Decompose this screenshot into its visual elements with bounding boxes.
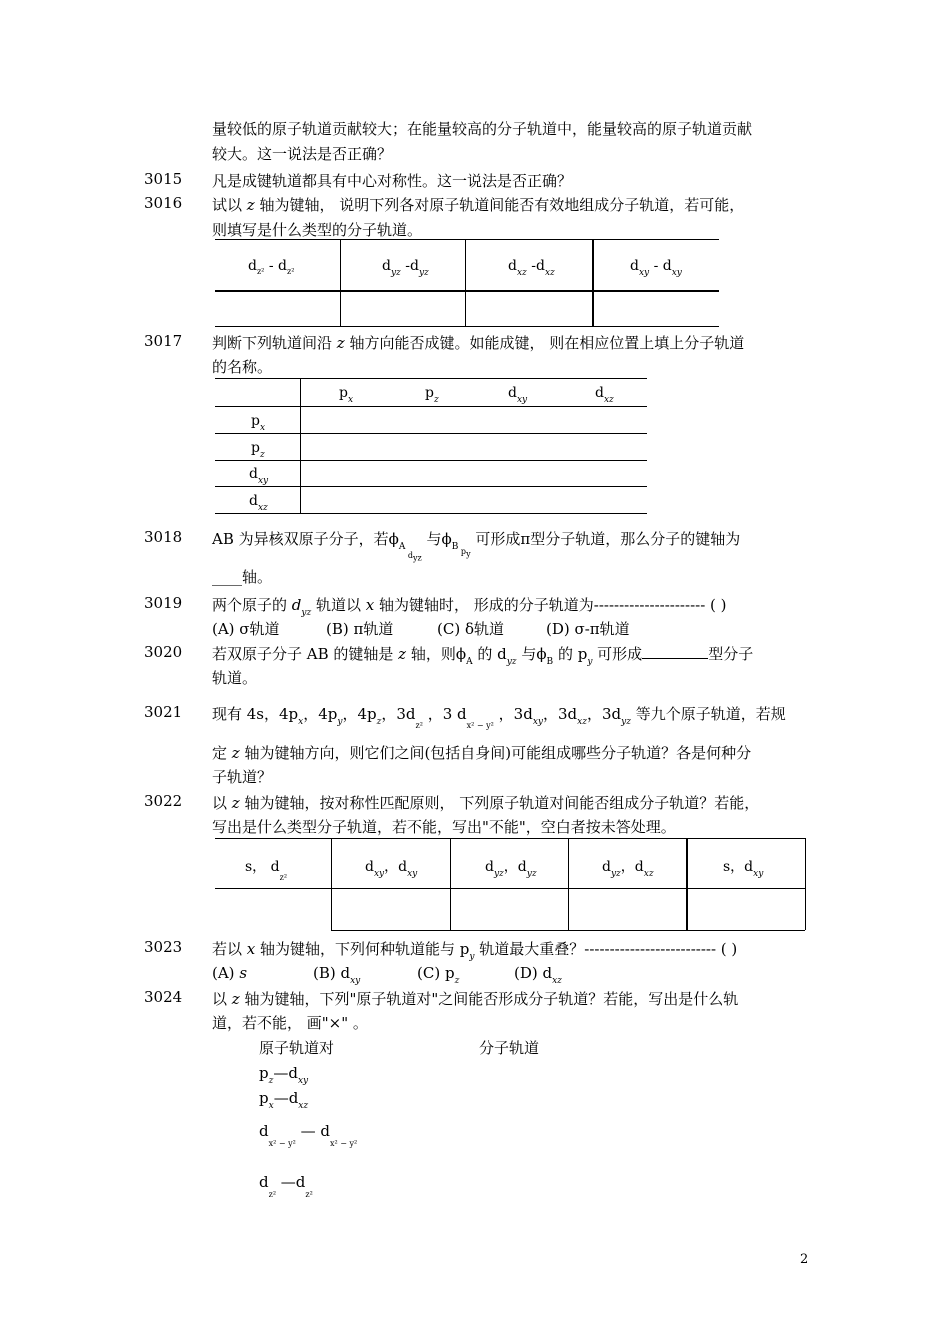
table-header: $d_{xy}$，$d_{xy}$ bbox=[365, 859, 418, 879]
option-d: (D) $d_{xz}$ bbox=[514, 964, 562, 986]
orbital-pair: $d_{x^2 - y^2}$ — $d_{x^2 - y^2}$ bbox=[259, 1122, 358, 1148]
intro-line1: 量较低的原子轨道贡献较大；在能量较高的分子轨道中，能量较高的原子轨道贡献 bbox=[212, 120, 753, 138]
question-number: 3016 bbox=[144, 194, 183, 212]
question-text: 若以 x 轴为键轴，下列何种轨道能与 $p_y$ 轨道最大重叠？-------------------------- ( ) bbox=[212, 940, 738, 962]
question-number: 3017 bbox=[144, 332, 183, 350]
orbital-pair: $p_x—d_{xz}$ bbox=[259, 1089, 309, 1111]
table-header: $d_{xz}$ $-d_{xz}$ bbox=[508, 258, 555, 278]
table-header: $d_{yz}$ $-d_{yz}$ bbox=[382, 258, 429, 278]
question-text: 定 z 轴为键轴方向，则它们之间(包括自身间)可能组成哪些分子轨道？各是何种分 bbox=[212, 744, 752, 762]
intro-line2: 较大。这一说法是否正确？ bbox=[212, 145, 393, 163]
question-text: 现有 4s，$4p_x$，$4p_y$，$4p_z$，$3d_{z^2}$ ，3 $d_{x^2 - y^2}$ ，$3d_{xy}$，$3d_{xz}$，$3d_{yz}$ 等九个原子轨道，若规 bbox=[212, 705, 786, 730]
row-header: $p_x$ bbox=[251, 413, 266, 433]
question-text: 则填写是什么类型的分子轨道。 bbox=[212, 221, 423, 239]
question-number: 3019 bbox=[144, 594, 183, 612]
question-number: 3022 bbox=[144, 792, 183, 810]
row-header: $d_{xz}$ bbox=[249, 493, 268, 513]
question-text: 凡是成键轨道都具有中心对称性。这一说法是否正确？ bbox=[212, 172, 573, 190]
page-number: 2 bbox=[800, 1252, 809, 1267]
option-c: (C) δ轨道 bbox=[437, 620, 504, 638]
column-label: 分子轨道 bbox=[479, 1039, 540, 1057]
row-header: $d_{xy}$ bbox=[249, 466, 269, 486]
question-number: 3020 bbox=[144, 643, 183, 661]
option-b: (B) $d_{xy}$ bbox=[313, 964, 361, 986]
question-text: ____轴。 bbox=[212, 568, 273, 586]
question-text: 道，若不能， 画"×" 。 bbox=[212, 1014, 368, 1032]
orbital-pair: $p_z—d_{xy}$ bbox=[259, 1064, 309, 1086]
table-header: $d_{yz}$，$d_{xz}$ bbox=[602, 859, 654, 879]
option-a: (A) σ轨道 bbox=[212, 620, 280, 638]
option-b: (B) π轨道 bbox=[326, 620, 394, 638]
question-text: 轨道。 bbox=[212, 669, 258, 687]
question-text: 以 z 轴为键轴，下列"原子轨道对"之间能否形成分子轨道？若能，写出是什么轨 bbox=[212, 990, 739, 1008]
column-header: $p_x$ bbox=[339, 385, 354, 405]
table-header: $d_{z^2} - d_{z^2}$ bbox=[248, 258, 295, 276]
option-c: (C) $p_z$ bbox=[417, 964, 460, 986]
row-header: $p_z$ bbox=[251, 440, 265, 460]
column-header: $p_z$ bbox=[425, 385, 439, 405]
column-header: $d_{xy}$ bbox=[508, 385, 528, 405]
question-number: 3023 bbox=[144, 938, 183, 956]
question-text: 子轨道？ bbox=[212, 768, 273, 786]
question-text: 以 z 轴为键轴，按对称性匹配原则， 下列原子轨道对间能否组成分子轨道？若能， bbox=[212, 794, 760, 812]
question-text: 若双原子分子 AB 的键轴是 z 轴，则$\phi_A$ 的 $d_{yz}$ 与$\phi_B$ 的 $p_y$ 可形成 型分子 bbox=[212, 645, 754, 667]
question-number: 3021 bbox=[144, 703, 183, 721]
option-a: (A) s bbox=[212, 964, 248, 982]
table-header: s，$d_{xy}$ bbox=[723, 859, 764, 879]
option-d: (D) σ-π轨道 bbox=[546, 620, 630, 638]
orbital-pair: $d_{z^2}$ $—d_{z^2}$ bbox=[259, 1173, 313, 1199]
question-text: 两个原子的 $d_{yz}$ 轨道以 x 轴为键轴时， 形成的分子轨道为---------------------- ( ) bbox=[212, 596, 727, 618]
question-text: 试以 z 轴为键轴， 说明下列各对原子轨道间能否有效地组成分子轨道，若可能， bbox=[212, 196, 745, 214]
question-number: 3018 bbox=[144, 528, 183, 546]
question-text: 写出是什么类型分子轨道，若不能，写出"不能"，空白者按未答处理。 bbox=[212, 818, 676, 836]
table-header: $d_{xy} - d_{xy}$ bbox=[630, 258, 682, 278]
question-number: 3015 bbox=[144, 170, 183, 188]
column-header: $d_{xz}$ bbox=[595, 385, 614, 405]
question-text: 判断下列轨道间沿 z 轴方向能否成键。如能成键， 则在相应位置上填上分子轨道 bbox=[212, 334, 745, 352]
table-header: $d_{yz}$，$d_{yz}$ bbox=[485, 859, 537, 879]
question-text: AB 为异核双原子分子，若$\phi_A$ $_{d_{yz}}$ 与$\phi_B$ $_{p_y}$ 可形成π型分子轨道，那么分子的键轴为 bbox=[212, 530, 741, 563]
question-text: 的名称。 bbox=[212, 358, 273, 376]
column-label: 原子轨道对 bbox=[259, 1039, 335, 1057]
question-number: 3024 bbox=[144, 988, 183, 1006]
table-header: s， $d_{z^2}$ bbox=[245, 859, 288, 882]
